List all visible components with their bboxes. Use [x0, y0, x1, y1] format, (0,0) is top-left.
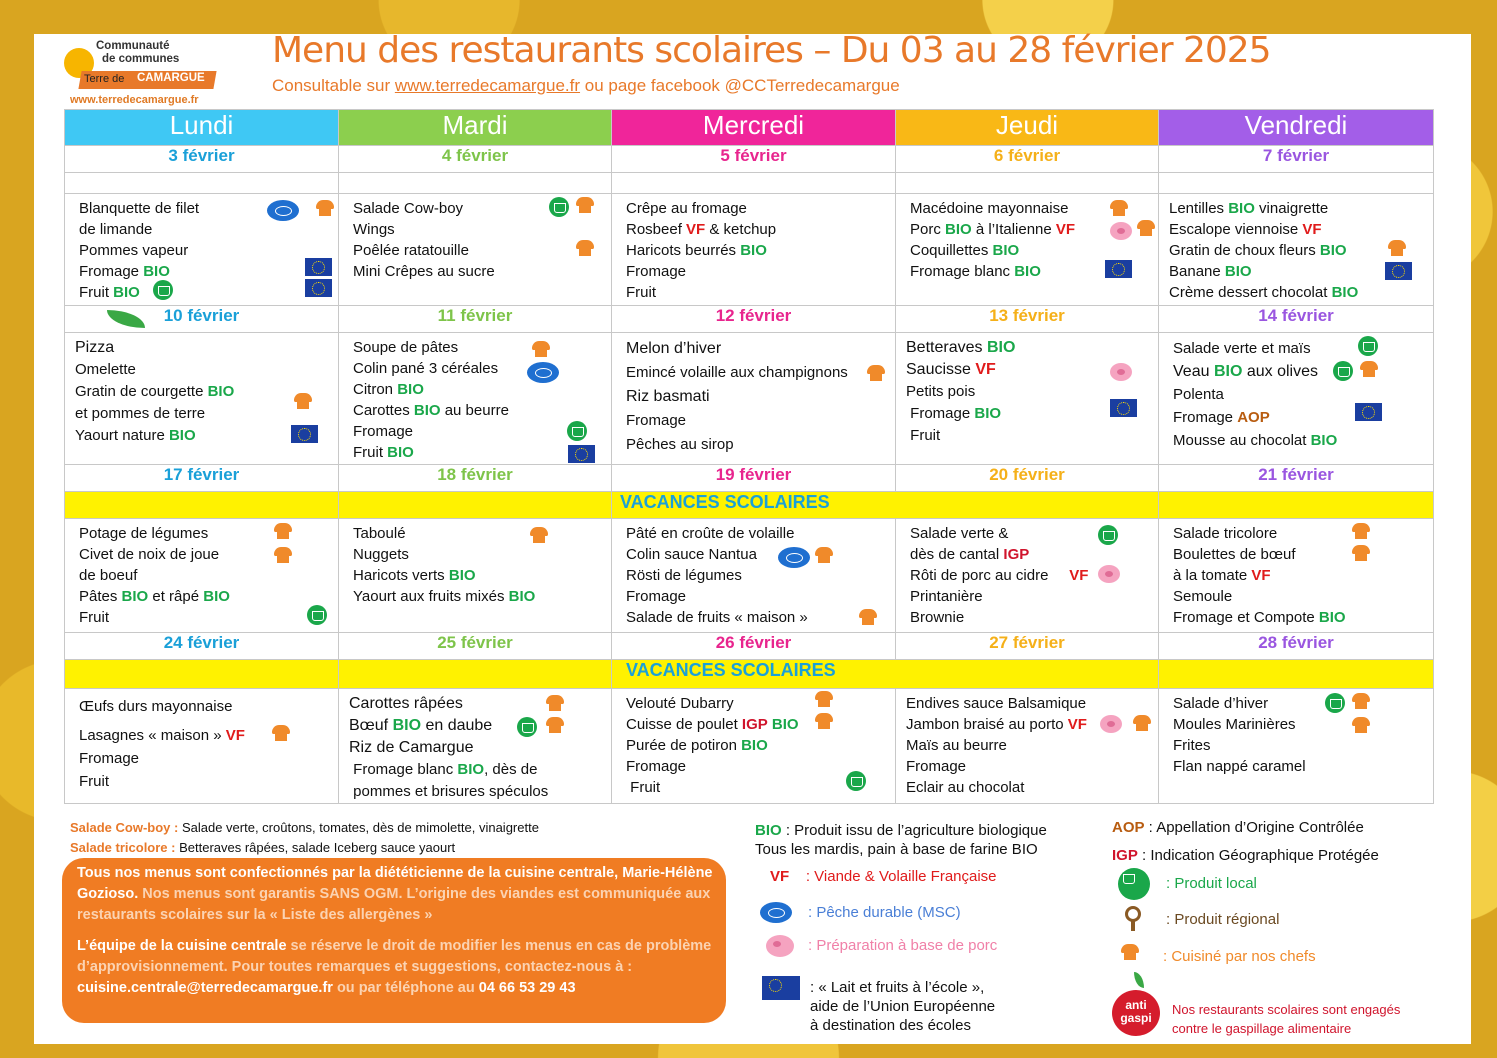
menu-cell	[896, 689, 1158, 798]
menu-item: Fromage	[626, 263, 687, 280]
chef-hat-icon	[273, 523, 293, 539]
bio-tag: BIO	[203, 588, 230, 605]
menu-item: Haricots verts BIO	[353, 567, 476, 584]
bio-tag: BIO	[113, 284, 140, 301]
menu-table	[64, 109, 1434, 804]
menu-item: Flan nappé caramel	[1173, 758, 1306, 775]
bio-tag: BIO	[457, 761, 485, 778]
menu-item: et pommes de terre	[75, 405, 206, 422]
menu-item: Œufs durs mayonnaise	[79, 698, 233, 715]
date-cell: 28 février	[1159, 633, 1434, 660]
date-cell: 11 février	[339, 306, 612, 333]
menu-item: Fruit	[630, 779, 661, 796]
map-pin-icon	[1124, 906, 1142, 932]
menu-item: Melon d’hiver	[626, 340, 722, 357]
msc-fish-icon	[267, 200, 299, 221]
menu-item: Pommes vapeur	[79, 242, 189, 259]
menu-item: Lentilles BIO vinaigrette	[1169, 200, 1329, 217]
date-cell: 25 février	[339, 633, 612, 660]
legend-eu: : « Lait et fruits à l’école », aide de l’Union Européenne à destination des écoles	[810, 979, 996, 1034]
menu-item: Fruit BIO	[79, 284, 140, 301]
menu-cell	[65, 519, 338, 628]
local-basket-icon	[567, 421, 587, 441]
menu-item: Fruit	[626, 284, 656, 301]
chef-hat-icon	[575, 197, 595, 213]
menu-item: Colin sauce Nantua	[626, 546, 757, 563]
day-vendredi: Vendredi	[1159, 110, 1434, 146]
menu-item: Emincé volaille aux champignons	[626, 364, 848, 381]
msc-fish-icon	[527, 362, 559, 383]
menu-item: Fruit	[910, 427, 941, 444]
chef-hat-icon	[545, 717, 565, 733]
menu-item: Fromage	[906, 758, 967, 775]
igp-tag: IGP	[1003, 546, 1030, 563]
vf-tag: VF	[686, 221, 706, 238]
menu-item: Fromage blanc BIO, dès de	[353, 761, 538, 778]
bio-tag: BIO	[986, 339, 1016, 356]
date-cell: 7 février	[1159, 146, 1434, 173]
chef-hat-icon	[1136, 220, 1156, 236]
menu-item: Betteraves BIO	[906, 339, 1016, 356]
definition-cowboy: Salade Cow-boy : Salade verte, croûtons, tomates, dès de mimolette, vinaigrette	[70, 820, 539, 835]
vf-tag: VF	[225, 727, 245, 744]
chef-hat-icon	[866, 365, 886, 381]
info-box	[62, 858, 726, 1023]
menu-cell	[339, 519, 611, 607]
contact-phone[interactable]: 04 66 53 29 43	[478, 980, 576, 996]
menu-item: dès de cantal IGP	[910, 546, 1030, 563]
pig-icon	[1100, 715, 1122, 733]
local-basket-icon	[549, 197, 569, 217]
legend-msc: : Pêche durable (MSC)	[808, 904, 961, 921]
legend-vf: VF : Viande & Volaille Française	[770, 868, 997, 885]
bio-tag: BIO	[207, 383, 235, 400]
chef-hat-icon	[1351, 545, 1371, 561]
menu-item: Mini Crêpes au sucre	[353, 263, 495, 280]
menu-item: Maïs au beurre	[906, 737, 1007, 754]
bio-tag: BIO	[168, 427, 196, 444]
vf-tag: VF	[1069, 567, 1089, 584]
info-paragraph-1: Tous nos menus sont confectionnés par la diététicienne de la cuisine centrale, Marie-Hélène Gozioso. Nos menus sont garantis SANS OGM. L’origine des viandes est communiquée aux restaurants scolaires sur la « Liste des allergènes »	[77, 865, 713, 923]
menu-item: Yaourt aux fruits mixés BIO	[353, 588, 536, 605]
menu-item: Fromage et Compote BIO	[1173, 609, 1346, 626]
menu-cell	[896, 519, 1158, 628]
local-basket-icon	[1333, 361, 1353, 381]
menu-item: Coquillettes BIO	[910, 242, 1020, 259]
page-title: Menu des restaurants scolaires – Du 03 au 28 février 2025	[272, 30, 1271, 71]
eu-flag-icon	[1385, 262, 1412, 280]
bio-tag: BIO	[392, 717, 422, 734]
menu-item: Fromage BIO	[79, 263, 170, 280]
legend-bio: BIO : Produit issu de l’agriculture biologique Tous les mardis, pain à base de farine BIO	[755, 822, 1047, 858]
menu-item: Fromage	[353, 423, 414, 440]
local-basket-icon	[1098, 525, 1118, 545]
salad-definitions	[70, 818, 539, 858]
menu-cell	[65, 194, 338, 303]
menu-item: de boeuf	[79, 567, 138, 584]
menu-item: Gratin de courgette BIO	[75, 383, 235, 400]
leaf-icon	[107, 310, 145, 328]
legend-igp: IGP : Indication Géographique Protégée	[1112, 847, 1379, 864]
chef-hat-icon	[1120, 944, 1146, 966]
menu-item: Polenta	[1173, 386, 1224, 403]
bio-tag: BIO	[143, 263, 170, 280]
menu-item: Porc BIO à l’Italienne VF	[910, 221, 1076, 238]
chef-hat-icon	[575, 240, 595, 256]
vf-tag: VF	[975, 361, 996, 378]
subtitle-prefix: Consultable sur	[272, 76, 395, 95]
menu-item: Veau BIO aux olives	[1173, 363, 1318, 380]
menu-cell	[1159, 333, 1433, 452]
logo-line3a: Terre de	[84, 73, 125, 85]
menu-item: Riz basmati	[626, 388, 710, 405]
menu-cell	[65, 333, 338, 447]
day-mardi: Mardi	[339, 110, 612, 146]
menu-item: Omelette	[75, 361, 136, 378]
menu-item: Wings	[353, 221, 395, 238]
menu-item: Blanquette de filet	[79, 200, 200, 217]
eu-flag-icon	[1105, 260, 1132, 278]
menu-item: Fruit	[79, 609, 109, 626]
date-cell: 4 février	[339, 146, 612, 173]
date-cell: 26 février	[612, 633, 896, 660]
menu-item: Fruit BIO	[353, 444, 414, 461]
eu-flag-icon	[291, 425, 318, 443]
menu-cell	[896, 194, 1158, 282]
menu-item: Banane BIO	[1169, 263, 1252, 280]
vacances-banner: VACANCES SCOLAIRES	[612, 492, 1159, 519]
date-cell: 27 février	[896, 633, 1159, 660]
menu-cell	[339, 194, 611, 282]
msc-fish-icon	[778, 547, 810, 568]
day-mercredi: Mercredi	[612, 110, 896, 146]
legend-regional: : Produit régional	[1166, 911, 1280, 928]
menu-item: Cuisse de poulet IGP BIO	[626, 716, 799, 733]
chef-hat-icon	[531, 341, 551, 357]
chef-hat-icon	[1132, 715, 1152, 731]
date-cell: 24 février	[65, 633, 339, 660]
eu-flag-icon	[762, 976, 800, 1000]
menu-item: Crème dessert chocolat BIO	[1169, 284, 1359, 301]
eu-flag-icon	[1110, 399, 1137, 417]
menu-item: à la tomate VF	[1173, 567, 1271, 584]
chef-hat-icon	[814, 547, 834, 563]
vacances-banner: VACANCES SCOLAIRES	[612, 660, 1159, 689]
menu-item: Brownie	[910, 609, 965, 626]
date-cell: 20 février	[896, 465, 1159, 492]
bio-tag: BIO	[741, 737, 768, 754]
chef-hat-icon	[1109, 200, 1129, 216]
bio-tag: BIO	[121, 588, 149, 605]
menu-item: Fromage AOP	[1173, 409, 1270, 426]
menu-item: Mousse au chocolat BIO	[1173, 432, 1338, 449]
info-paragraph-2: L’équipe de la cuisine centrale se réserve le droit de modifier les menus en cas de problème d’approvisionnement. Pour toutes remarques et suggestions, contactez-nous à : cuisine.centrale@terredecamargue.fr ou par téléphone au 04 66 53 29 43	[77, 938, 712, 996]
menu-cell	[896, 333, 1158, 447]
menu-item: de limande	[79, 221, 153, 238]
menu-cell	[612, 333, 895, 457]
date-cell: 13 février	[896, 306, 1159, 333]
vf-tag: VF	[1251, 567, 1271, 584]
logo-line2: de communes	[102, 53, 180, 65]
chef-hat-icon	[315, 200, 335, 216]
pig-icon	[1110, 363, 1132, 381]
bio-tag: BIO	[508, 588, 536, 605]
date-cell: 19 février	[612, 465, 896, 492]
chef-hat-icon	[858, 609, 878, 625]
logo-line1: Communauté	[96, 40, 170, 52]
logo[interactable]	[62, 40, 222, 110]
menu-item: Nuggets	[353, 546, 409, 563]
chef-hat-icon	[271, 725, 291, 741]
menu-item: Pâtes BIO et râpé BIO	[79, 588, 230, 605]
bio-tag: BIO	[1319, 242, 1347, 259]
menu-cell	[1159, 519, 1433, 628]
date-cell: 6 février	[896, 146, 1159, 173]
menu-item: Citron BIO	[353, 381, 424, 398]
menu-cell	[339, 689, 611, 803]
bio-tag: BIO	[992, 242, 1020, 259]
menu-item: Petits pois	[906, 383, 976, 400]
menu-item: Escalope viennoise VF	[1169, 221, 1322, 238]
menu-item: Carottes râpées	[349, 695, 463, 712]
menu-item: Velouté Dubarry	[626, 695, 734, 712]
chef-hat-icon	[1351, 693, 1371, 709]
menu-item: Moules Marinières	[1173, 716, 1296, 733]
logo-line3b: CAMARGUE	[137, 72, 205, 84]
menu-item: Fromage	[626, 412, 687, 429]
subtitle-suffix: ou page facebook @CCTerredecamargue	[580, 76, 900, 95]
local-basket-icon	[153, 280, 173, 300]
menu-item: Rösti de légumes	[626, 567, 742, 584]
menu-item: Rosbeef VF & ketchup	[626, 221, 777, 238]
menu-item: Frites	[1173, 737, 1211, 754]
eu-flag-icon	[568, 445, 595, 463]
menu-item: Crêpe au fromage	[626, 200, 747, 217]
aop-tag: AOP	[1237, 409, 1270, 426]
menu-item: Haricots beurrés BIO	[626, 242, 767, 259]
menu-item: Macédoine mayonnaise	[910, 200, 1069, 217]
menu-cell	[612, 194, 895, 303]
menu-item: Rôti de porc au cidre VF	[910, 567, 1089, 584]
bio-tag: BIO	[1228, 200, 1255, 217]
bio-tag: BIO	[771, 716, 799, 733]
menu-item: Salade verte &	[910, 525, 1009, 542]
vf-tag: VF	[1067, 716, 1087, 733]
definition-tricolore: Salade tricolore : Betteraves râpées, salade Iceberg sauce yaourt	[70, 840, 456, 855]
chef-hat-icon	[814, 691, 834, 707]
pig-icon	[1110, 222, 1132, 240]
date-cell: 14 février	[1159, 306, 1434, 333]
menu-item: Salade verte et maïs	[1173, 340, 1311, 357]
menu-item: Yaourt nature BIO	[75, 427, 196, 444]
menu-item: Colin pané 3 céréales	[353, 360, 499, 377]
pig-icon	[1098, 565, 1120, 583]
day-jeudi: Jeudi	[896, 110, 1159, 146]
local-basket-icon	[307, 605, 327, 625]
menu-item: Fromage	[626, 758, 687, 775]
bio-tag: BIO	[1213, 363, 1243, 380]
msc-fish-icon	[760, 902, 792, 923]
menu-cell	[339, 333, 611, 463]
date-cell: 12 février	[612, 306, 896, 333]
menu-item: Fromage blanc BIO	[910, 263, 1041, 280]
menu-item: Fromage BIO	[910, 405, 1002, 422]
bio-tag: BIO	[1014, 263, 1041, 280]
chef-hat-icon	[814, 713, 834, 729]
local-basket-icon	[1358, 336, 1378, 356]
chef-hat-icon	[1351, 523, 1371, 539]
local-basket-icon	[1325, 693, 1345, 713]
day-lundi: Lundi	[65, 110, 339, 146]
menu-item: Carottes BIO au beurre	[353, 402, 509, 419]
chef-hat-icon	[1351, 717, 1371, 733]
chef-hat-icon	[273, 547, 293, 563]
menu-cell	[612, 519, 895, 628]
menu-item: Jambon braisé au porto VF	[906, 716, 1087, 733]
chef-hat-icon	[1359, 361, 1379, 377]
legend-aop: AOP : Appellation d’Origine Contrôlée	[1112, 819, 1364, 836]
menu-item: Salade tricolore	[1173, 525, 1278, 542]
menu-item: Pizza	[75, 339, 115, 356]
menu-item: Potage de légumes	[79, 525, 209, 542]
vf-tag: VF	[1055, 221, 1076, 238]
menu-item: Purée de potiron BIO	[626, 737, 768, 754]
eu-flag-icon	[305, 258, 332, 276]
vf-tag: VF	[1302, 221, 1322, 238]
date-cell: 21 février	[1159, 465, 1434, 492]
bio-tag: BIO	[1331, 284, 1359, 301]
date-cell: 3 février	[65, 146, 339, 173]
menu-item: Soupe de pâtes	[353, 339, 459, 356]
menu-item: Fromage	[79, 750, 140, 767]
bio-tag: BIO	[974, 405, 1002, 422]
bio-tag: BIO	[945, 221, 972, 238]
menu-item: Fruit	[79, 773, 109, 790]
bio-tag: BIO	[397, 381, 424, 398]
menu-item: Lasagnes « maison » VF	[79, 727, 245, 744]
chef-hat-icon	[293, 393, 313, 409]
menu-cell	[65, 689, 338, 793]
menu-item: Civet de noix de joue	[79, 546, 220, 563]
legend-anti-gaspi: Nos restaurants scolaires sont engagés contre le gaspillage alimentaire	[1172, 1002, 1401, 1036]
website-link[interactable]: www.terredecamargue.fr	[394, 76, 581, 95]
date-cell: 10 février	[65, 306, 339, 333]
menu-item: Fromage	[626, 588, 687, 605]
local-basket-icon	[846, 771, 866, 791]
local-basket-icon	[517, 717, 537, 737]
chef-hat-icon	[529, 527, 549, 543]
legend-porc: : Préparation à base de porc	[808, 937, 998, 954]
menu-item: Taboulé	[353, 525, 406, 542]
menu-item: Pâté en croûte de volaille	[626, 525, 795, 542]
bio-tag: BIO	[1224, 263, 1252, 280]
eu-flag-icon	[1355, 403, 1382, 421]
legend-local: : Produit local	[1166, 875, 1257, 892]
menu-cell	[1159, 194, 1433, 303]
anti-gaspi-logo: anti gaspi	[1112, 990, 1160, 1036]
contact-email[interactable]: cuisine.centrale@terredecamargue.fr	[77, 980, 333, 996]
bio-tag: BIO	[1310, 432, 1338, 449]
menu-cell	[612, 689, 895, 798]
chef-hat-icon	[1387, 240, 1407, 256]
menu-item: Printanière	[910, 588, 983, 605]
eu-flag-icon	[305, 279, 332, 297]
bio-tag: BIO	[740, 242, 767, 259]
menu-item: pommes et brisures spéculos	[353, 783, 549, 800]
logo-url[interactable]: www.terredecamargue.fr	[70, 94, 199, 106]
bio-tag: BIO	[1318, 609, 1346, 626]
menu-item: Riz de Camargue	[349, 739, 474, 756]
menu-item: Bœuf BIO en daube	[349, 717, 493, 734]
bio-tag: BIO	[448, 567, 476, 584]
menu-item: Pêches au sirop	[626, 436, 734, 453]
date-cell: 5 février	[612, 146, 896, 173]
menu-item: Gratin de choux fleurs BIO	[1169, 242, 1347, 259]
menu-item: Eclair au chocolat	[906, 779, 1025, 796]
date-cell: 17 février	[65, 465, 339, 492]
menu-item: Salade Cow-boy	[353, 200, 464, 217]
menu-item: Boulettes de bœuf	[1173, 546, 1296, 563]
menu-item: Poêlée ratatouille	[353, 242, 469, 259]
bio-tag: BIO	[413, 402, 441, 419]
chef-hat-icon	[545, 695, 565, 711]
subtitle	[272, 76, 900, 96]
menu-item: Salade de fruits « maison »	[626, 609, 808, 626]
menu-cell	[1159, 689, 1433, 777]
menu-item: Semoule	[1173, 588, 1233, 605]
menu-item: Endives sauce Balsamique	[906, 695, 1087, 712]
bio-tag: BIO	[387, 444, 414, 461]
menu-item: Saucisse VF	[906, 361, 996, 378]
date-cell: 18 février	[339, 465, 612, 492]
local-basket-icon	[1118, 868, 1150, 900]
pig-icon	[766, 935, 794, 957]
igp-tag: IGP	[741, 716, 768, 733]
menu-item: Salade d’hiver	[1173, 695, 1269, 712]
legend-chef: : Cuisiné par nos chefs	[1163, 948, 1316, 965]
